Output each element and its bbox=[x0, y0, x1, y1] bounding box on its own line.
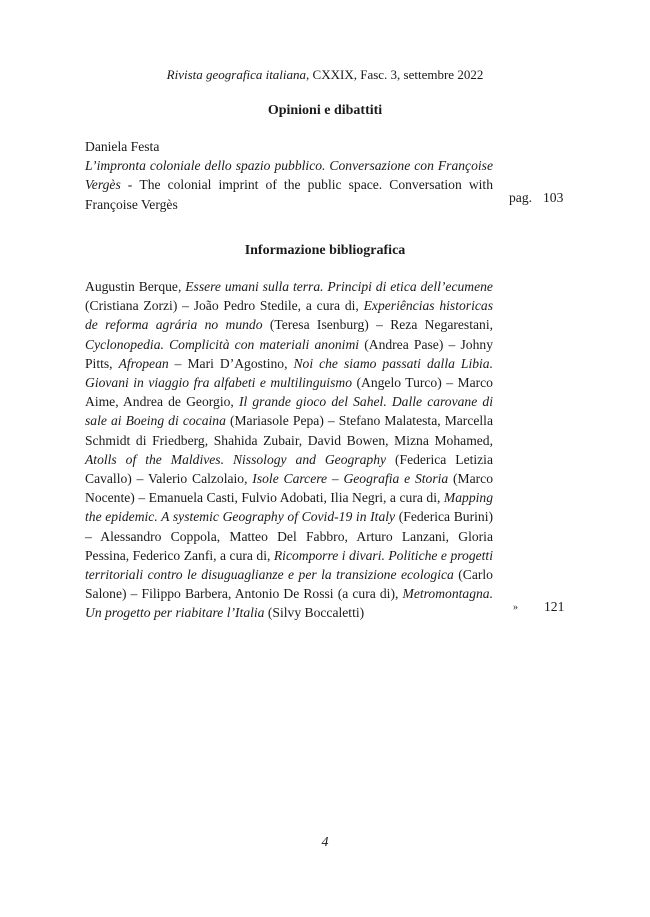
section-title-opinioni: Opinioni e dibattiti bbox=[267, 103, 383, 118]
review-text: (Silvy Boccaletti) bbox=[264, 605, 365, 621]
reviewed-work-title: Experiências historicas de reforma agrária no mundo bbox=[85, 298, 493, 333]
reviewed-work-title: Noi che siamo passati dalla Libia. Giovani in viaggio fra alfabeti e multilinguismo bbox=[85, 355, 493, 391]
reviewed-work-title: Mapping the epidemic. A systemic Geography of Covid-19 in Italy bbox=[85, 490, 493, 525]
reviewed-work-title: Cyclonopedia. Complicità con materiali anonimi bbox=[85, 336, 360, 352]
page-number: 121 bbox=[544, 599, 565, 614]
reviewed-work-title: Ricomporre i divari. Politiche e progetti territoriali contro le disuguaglianze e per la transizione ecologica bbox=[85, 547, 493, 583]
reviewed-work-title: Metromontagna. Un progetto per riabitare l’Italia bbox=[85, 586, 493, 621]
entry-title bbox=[85, 156, 493, 214]
page-folio: 4 bbox=[321, 835, 329, 850]
review-text: (Andrea Pase) – Johny Pitts, bbox=[85, 336, 493, 371]
page-label-ditto: » bbox=[513, 602, 518, 613]
reviewed-work-title: Il grande gioco del Sahel. Dalle carovane di sale ai Boeing di cocaina bbox=[85, 394, 493, 429]
review-text: (Carlo Salone) – Filippo Barbera, Antonio De Rossi (a cura di), bbox=[85, 567, 493, 602]
toc-entry-bibliography[interactable] bbox=[85, 277, 493, 623]
review-text: (Mariasole Pepa) – Stefano Malatesta, Marcella Schmidt di Friedberg, Shahida Zubair, David Bowen, Mizna Mohamed, bbox=[85, 413, 493, 448]
page-label: pag. bbox=[509, 190, 533, 205]
journal-title: Rivista geografica italiana bbox=[166, 67, 307, 82]
review-text: (Angelo Turco) – Marco Aime, Andrea de Georgio, bbox=[85, 375, 493, 410]
page-reference-121 bbox=[513, 597, 564, 617]
review-text: (Federica Letizia Cavallo) – Valerio Calzolaio, bbox=[85, 451, 493, 487]
entry-title-english: The colonial imprint of the public space. Conversation with Françoise Vergès bbox=[85, 177, 493, 212]
page-number: 103 bbox=[543, 190, 564, 205]
toc-entry-festa[interactable] bbox=[85, 137, 493, 214]
review-text: – Mari D’Agostino, bbox=[168, 355, 294, 371]
entry-title-italian: L’impronta coloniale dello spazio pubblico. Conversazione con Françoise Vergès - bbox=[85, 158, 493, 193]
review-text: (Marco Nocente) – Emanuela Casti, Fulvio Adobati, Ilia Negri, a cura di, bbox=[85, 471, 493, 506]
section-title-informazione-bibliografica: Informazione bibliografica bbox=[244, 243, 406, 258]
review-text: Augustin Berque, bbox=[85, 279, 186, 294]
reviewed-work-title: Essere umani sulla terra. Principi di etica dell’ecumene bbox=[185, 279, 493, 294]
review-text: (Federica Burini) – Alessandro Coppola, Matteo Del Fabbro, Arturo Lanzani, Gloria Pessina, Federico Zanfi, a cura di, bbox=[85, 509, 493, 563]
reviewed-work-title: Afropean bbox=[118, 355, 169, 371]
review-text: (Cristiana Zorzi) – João Pedro Stedile, a cura di, bbox=[85, 298, 364, 314]
reviewed-work-title: Isole Carcere – Geografia e Storia bbox=[252, 471, 449, 487]
page-reference-103 bbox=[509, 188, 563, 207]
reviewed-work-title: Atolls of the Maldives. Nissology and Geography bbox=[85, 451, 387, 467]
running-head bbox=[0, 66, 650, 83]
entry-author: Daniela Festa bbox=[85, 139, 160, 154]
review-text: (Teresa Isenburg) – Reza Negarestani, bbox=[262, 317, 493, 333]
issue-info: , CXXIX, Fasc. 3, settembre 2022 bbox=[306, 67, 484, 82]
